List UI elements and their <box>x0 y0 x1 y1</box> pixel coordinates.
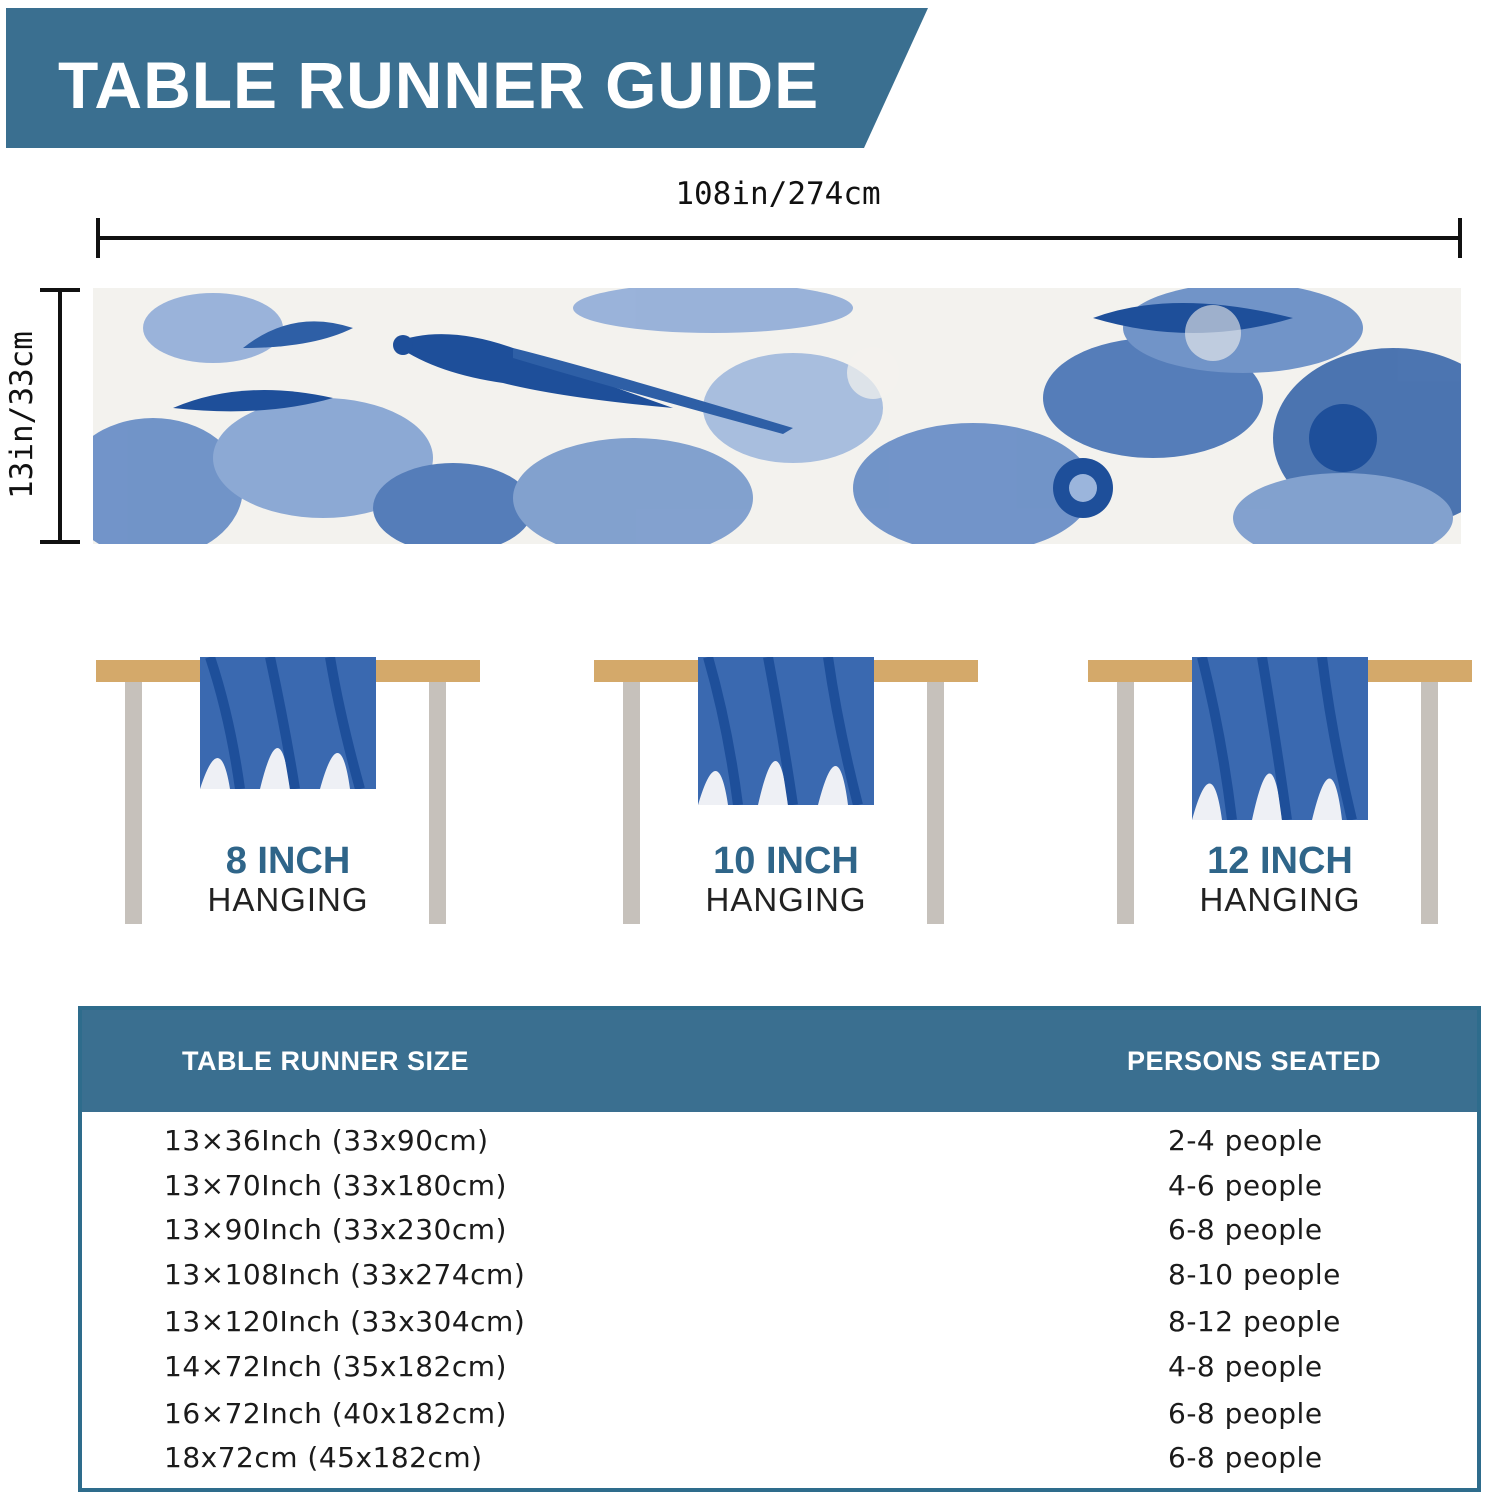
size-cell: 14×72Inch (35x182cm) <box>164 1350 507 1383</box>
hanging-label: HANGING <box>705 881 867 918</box>
hanging-runner-image <box>1192 657 1368 820</box>
width-dimension-line <box>58 288 62 544</box>
hanging-runner-image <box>698 657 874 805</box>
hanging-size: 8 INCH <box>225 840 351 882</box>
table-row <box>82 1124 1477 1168</box>
size-cell: 16×72Inch (40x182cm) <box>164 1397 507 1430</box>
runner-pattern-image <box>93 288 1461 544</box>
size-cell: 13×120Inch (33x304cm) <box>164 1305 526 1338</box>
size-cell: 13×36Inch (33x90cm) <box>164 1124 489 1157</box>
persons-cell: 8-10 people <box>1168 1258 1341 1291</box>
persons-cell: 2-4 people <box>1168 1124 1323 1157</box>
persons-cell: 8-12 people <box>1168 1305 1341 1338</box>
size-cell: 13×90Inch (33x230cm) <box>164 1213 507 1246</box>
persons-cell: 6-8 people <box>1168 1397 1323 1430</box>
table-row <box>82 1169 1477 1213</box>
table-row <box>82 1350 1477 1394</box>
title-banner <box>6 8 928 148</box>
hanging-size: 12 INCH <box>1207 840 1353 882</box>
hanging-runner-image <box>200 657 376 789</box>
hanging-label: HANGING <box>207 881 369 918</box>
table-row <box>82 1213 1477 1257</box>
persons-cell: 6-8 people <box>1168 1441 1323 1474</box>
page-title: TABLE RUNNER GUIDE <box>58 48 820 122</box>
hanging-diagram-8 <box>96 640 486 940</box>
length-label: 108in/274cm <box>675 176 881 212</box>
hanging-label: HANGING <box>1199 881 1361 918</box>
header-persons: PERSONS SEATED <box>1127 1046 1382 1076</box>
size-table <box>78 1006 1481 1492</box>
size-cell: 13×70Inch (33x180cm) <box>164 1169 507 1202</box>
size-cell: 18x72cm (45x182cm) <box>164 1441 483 1474</box>
header-size: TABLE RUNNER SIZE <box>182 1046 470 1076</box>
hanging-diagram-12 <box>1088 640 1478 940</box>
table-row <box>82 1397 1477 1441</box>
table-row <box>82 1258 1477 1302</box>
table-header <box>82 1010 1477 1112</box>
persons-cell: 6-8 people <box>1168 1213 1323 1246</box>
hanging-size: 10 INCH <box>713 840 859 882</box>
size-cell: 13×108Inch (33x274cm) <box>164 1258 526 1291</box>
persons-cell: 4-6 people <box>1168 1169 1323 1202</box>
width-label: 13in/33cm <box>4 331 40 499</box>
table-row <box>82 1305 1477 1349</box>
length-dimension-line <box>96 236 1462 240</box>
table-row <box>82 1441 1477 1485</box>
hanging-diagram-10 <box>594 640 984 940</box>
persons-cell: 4-8 people <box>1168 1350 1323 1383</box>
